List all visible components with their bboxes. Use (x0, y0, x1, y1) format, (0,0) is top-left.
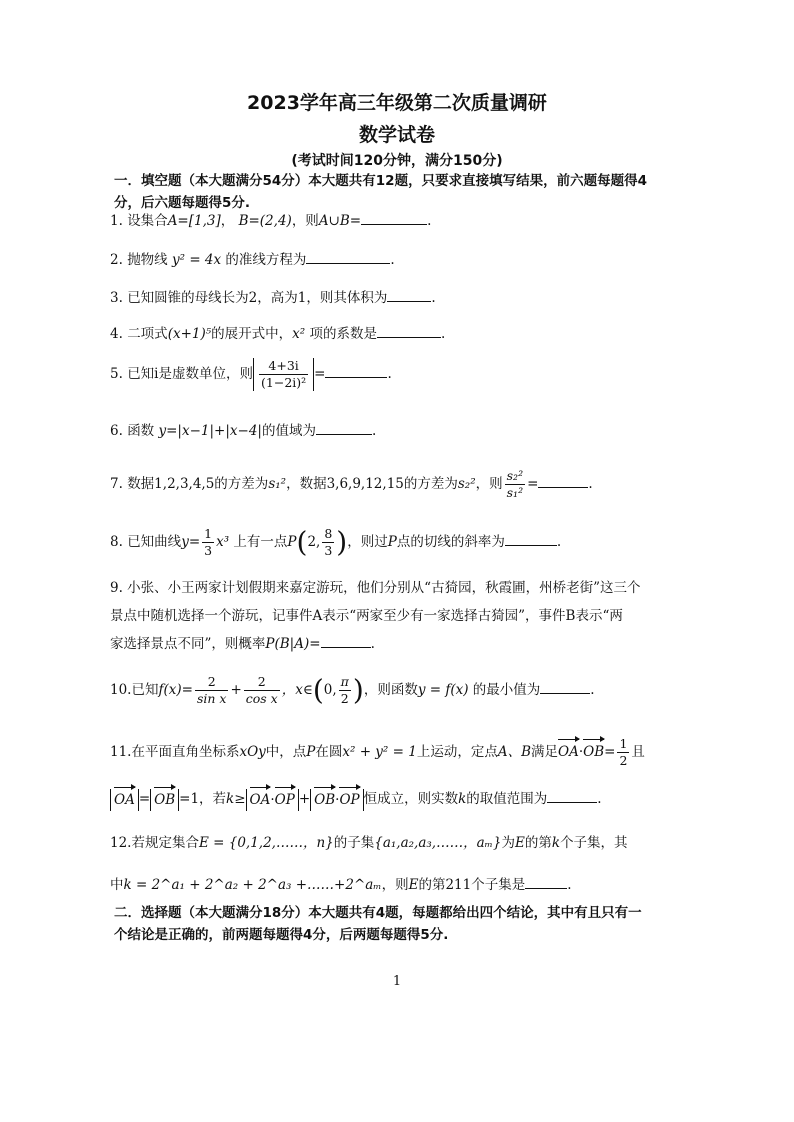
answer-blank-7[interactable] (538, 473, 588, 488)
question-10: 10.已知f(x)= $\frac{2}{\text{sin x}}$ + $\frac{2}{\text{cos x}}$ ，x∈(0, $\frac{\pi}{2}$ )，则函数y = f(x) 的最小值为 . (110, 673, 595, 707)
section1-heading: 一．填空题（本大题满分54分）本大题共有12题，只要求直接填写结果，前六题每题得4 分，后六题每题得5分. (114, 173, 647, 211)
answer-blank-12[interactable] (525, 874, 567, 889)
question-1: 1. 设集合A=[1,3]， B=(2,4)，则A∪B= . (110, 210, 690, 232)
question-5: 5. 已知i是虚数单位，则 $\frac{4+3i}{\text{(1−2i)²}}$ = . (110, 358, 392, 390)
question-6: 6. 函数 y=|x−1|+|x−4|的值域为 . (110, 420, 690, 442)
section2-heading: 二．选择题（本大题满分18分）本大题共有4题，每题都给出四个结论，其中有且只有一 个结论是正确的，前两题每题得4分，后两题每题得5分. (114, 905, 642, 943)
question-8: 8. 已知曲线y= $\frac{1}{3}$ x³ 上有一点P(2, $\frac{8}{3}$ )，则过P点的切线的斜率为 . (110, 525, 562, 559)
question-4: 4. 二项式(x+1)⁵的展开式中，x² 项的系数是 . (110, 323, 690, 345)
question-11-line1: 11.在平面直角坐标系xOy中，点P在圆x² + y² = 1上运动，定点A、B满足OA·OB= $\frac{1}{2}$ 且 (110, 736, 645, 768)
answer-blank-4[interactable] (377, 323, 441, 338)
exam-subject: 数学试卷 (358, 124, 435, 146)
question-3: 3. 已知圆锥的母线长为2，高为1，则其体积为 . (110, 287, 690, 309)
answer-blank-1[interactable] (361, 210, 427, 225)
question-9: 9. 小张、小王两家计划假期来嘉定游玩，他们分别从“古猗园，秋霞圃，州桥老街”这三个 景点中随机选择一个游玩，记事件A表示“两家至少有一家选择古猗园”，事件B表示“两 家选择景点不同”，则概率P(B|A)= . (110, 580, 641, 652)
exam-title: 2023学年高三年级第二次质量调研 (247, 92, 547, 114)
answer-blank-11[interactable] (547, 788, 597, 803)
question-11-line2: OA = OB =1，若k≥ OA·OP + OB·OP 恒成立，则实数k的取值范围为 . (110, 788, 690, 811)
question-2: 2. 抛物线 y² = 4x 的准线方程为 . (110, 249, 690, 271)
question-12-line1: 12.若规定集合E = {0,1,2,……，n}的子集{a₁,a₂,a₃,……，aₘ}为E的第k个子集，其 (110, 835, 628, 851)
answer-blank-5[interactable] (325, 363, 387, 378)
answer-blank-3[interactable] (387, 287, 431, 302)
exam-info: (考试时间120分钟，满分150分) (291, 153, 503, 169)
question-12-line2: 中k = 2^a₁ + 2^a₂ + 2^a₃ +……+2^aₘ，则E的第211个子集是 . (110, 874, 690, 896)
page-number: 1 (392, 974, 402, 989)
question-7: 7. 数据1,2,3,4,5的方差为s₁²，数据3,6,9,12,15的方差为s₂²，则 $\frac{\text{s₂²}}{\text{s₁²}}$ = . (110, 468, 593, 500)
answer-blank-10[interactable] (540, 679, 590, 694)
answer-blank-9[interactable] (321, 633, 371, 648)
answer-blank-6[interactable] (316, 420, 372, 435)
answer-blank-2[interactable] (306, 249, 390, 264)
answer-blank-8[interactable] (505, 531, 557, 546)
